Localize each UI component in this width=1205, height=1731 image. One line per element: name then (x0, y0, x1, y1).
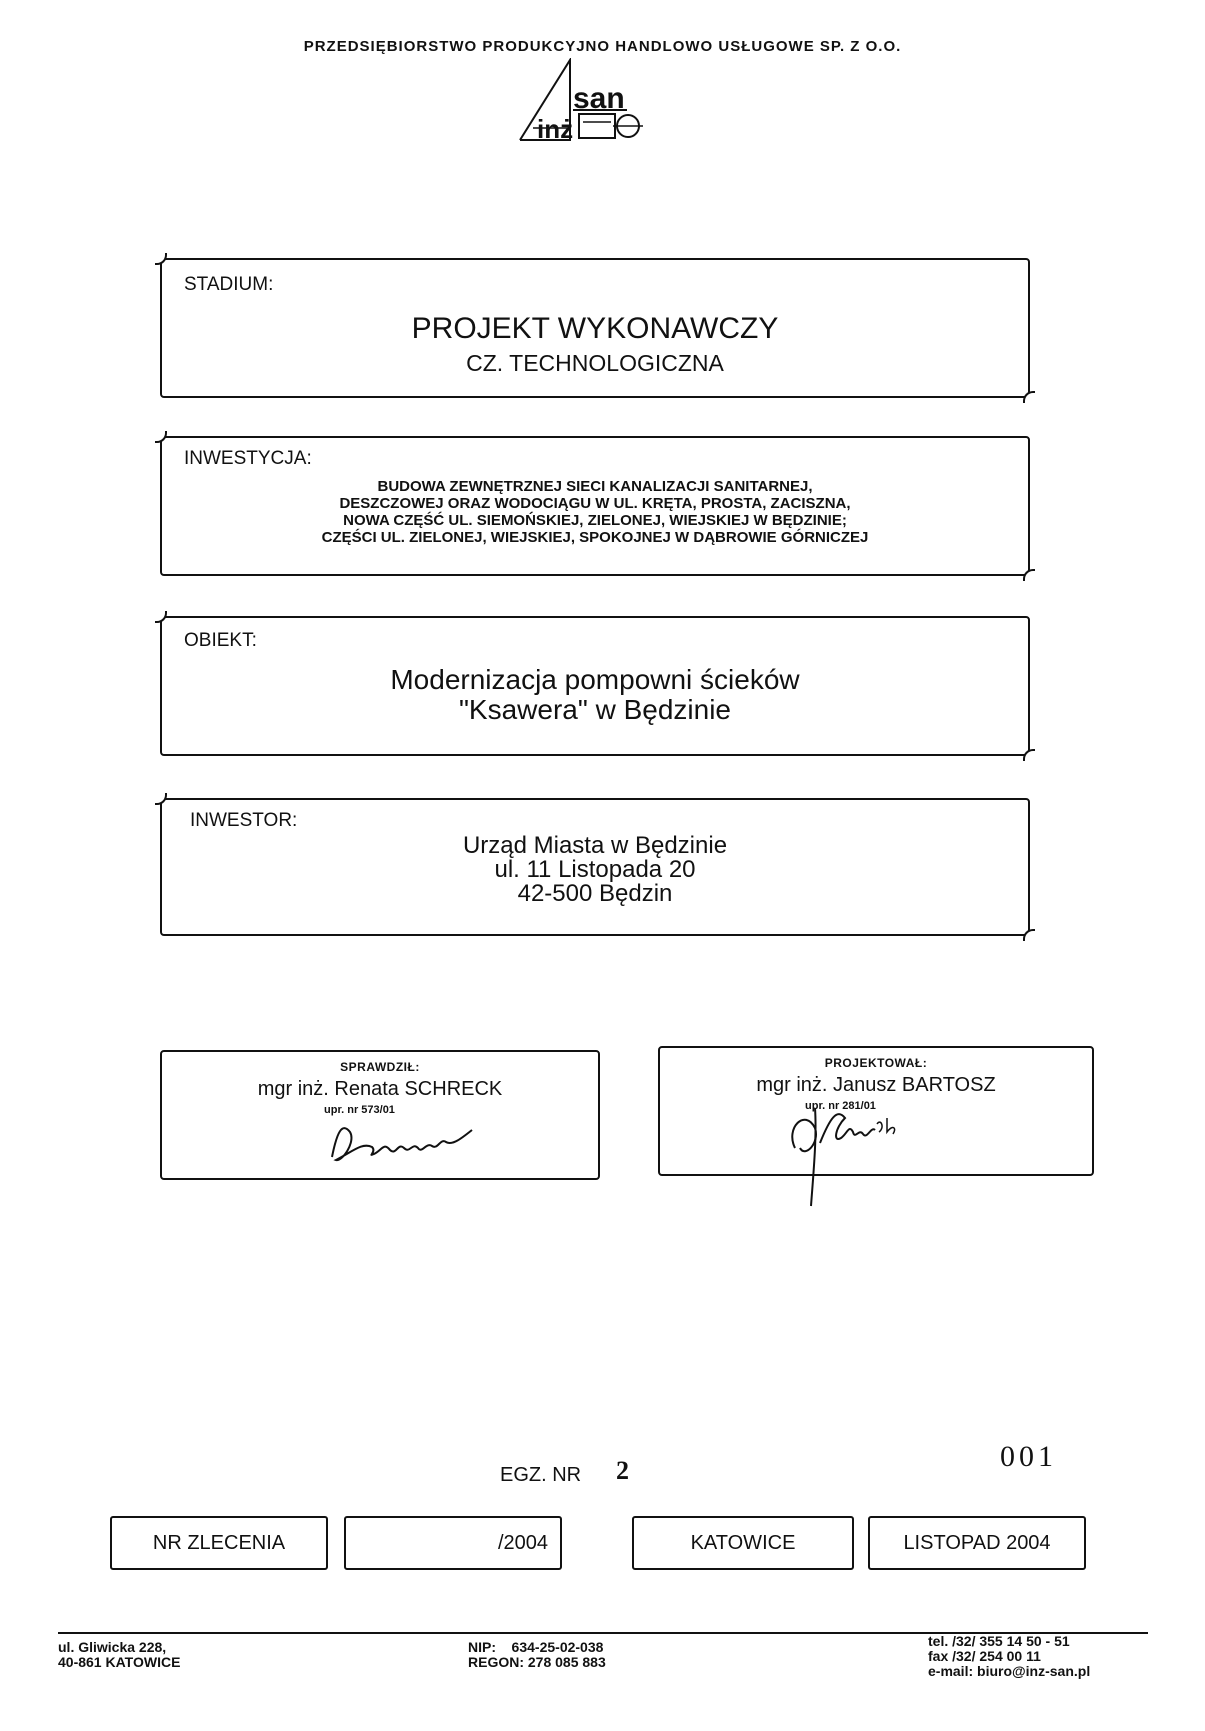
footer-address-street: ul. Gliwicka 228, (58, 1639, 167, 1655)
footer-phone: tel. /32/ 355 14 50 - 51 (928, 1633, 1070, 1649)
designed-by-box (658, 1046, 1094, 1176)
date-label: LISTOPAD 2004 (903, 1531, 1051, 1554)
checked-by-box (160, 1050, 600, 1180)
project-stage-title: PROJEKT WYKONAWCZY (411, 312, 779, 345)
investment-line-1: BUDOWA ZEWNĘTRZNEJ SIECI KANALIZACJI SANITARNEJ, (377, 478, 813, 495)
investor-label: INWESTOR: (190, 810, 298, 831)
footer-tax-ids (468, 1640, 606, 1670)
checked-by-name: mgr inż. Renata SCHRECK (257, 1078, 503, 1100)
investor-box (160, 798, 1030, 936)
object-label: OBIEKT: (184, 630, 257, 651)
order-number-label-box (110, 1516, 328, 1570)
investment-label: INWESTYCJA: (184, 448, 312, 469)
designed-by-label: PROJEKTOWAŁ: (824, 1056, 928, 1070)
date-box (868, 1516, 1086, 1570)
designed-by-name: mgr inż. Janusz BARTOSZ (756, 1074, 996, 1096)
object-box (160, 616, 1030, 756)
object-title-line-1: Modernizacja pompowni ścieków (390, 664, 800, 695)
order-number-label: NR ZLECENIA (152, 1531, 286, 1554)
investor-city: 42-500 Będzin (517, 880, 673, 907)
object-title-line-2: "Ksawera" w Będzinie (458, 694, 731, 725)
designed-by-license: upr. nr 281/01 (805, 1100, 876, 1112)
sheet-stamp-number: 001 (1000, 1440, 1057, 1473)
footer-contact (928, 1634, 1090, 1679)
checked-by-signature (322, 1112, 502, 1172)
investor-name: Urząd Miasta w Będzinie (462, 832, 728, 859)
footer-address (58, 1640, 180, 1670)
investor-street: ul. 11 Listopada 20 (494, 856, 696, 883)
svg-text:inż: inż (537, 114, 574, 144)
copy-number-value: 2 (616, 1456, 629, 1485)
investment-line-3: NOWA CZĘŚĆ UL. SIEMOŃSKIEJ, ZIELONEJ, WIEJSKIEJ W BĘDZINIE; (343, 512, 847, 529)
order-number-value: /2004 (497, 1531, 548, 1554)
investment-line-4: CZĘŚCI UL. ZIELONEJ, WIEJSKIEJ, SPOKOJNEJ W DĄBROWIE GÓRNICZEJ (321, 529, 869, 546)
investment-box (160, 436, 1030, 576)
order-number-value-box (344, 1516, 562, 1570)
svg-text:san: san (573, 82, 625, 115)
stadium-box (160, 258, 1030, 398)
footer-email[interactable]: e-mail: biuro@inz-san.pl (928, 1663, 1091, 1679)
checked-by-label: SPRAWDZIŁ: (340, 1060, 420, 1074)
footer-fax: fax /32/ 254 00 11 (928, 1648, 1041, 1664)
checked-by-license: upr. nr 573/01 (324, 1104, 395, 1116)
project-stage-subtitle: CZ. TECHNOLOGICZNA (466, 350, 724, 376)
copy-number-label: EGZ. NR (500, 1464, 582, 1486)
footer-regon: REGON: 278 085 883 (468, 1654, 606, 1670)
footer-nip: NIP: 634-25-02-038 (468, 1639, 604, 1655)
stadium-label: STADIUM: (184, 274, 274, 295)
footer-address-city: 40-861 KATOWICE (58, 1654, 181, 1670)
company-logo (515, 58, 665, 148)
designed-by-signature (775, 1088, 915, 1208)
company-name: PRZEDSIĘBIORSTWO PRODUKCYJNO HANDLOWO USŁUGOWE SP. Z O.O. (303, 38, 902, 55)
investment-line-2: DESZCZOWEJ ORAZ WODOCIĄGU W UL. KRĘTA, PROSTA, ZACISZNA, (339, 495, 851, 512)
city-label: KATOWICE (690, 1531, 796, 1554)
city-box (632, 1516, 854, 1570)
